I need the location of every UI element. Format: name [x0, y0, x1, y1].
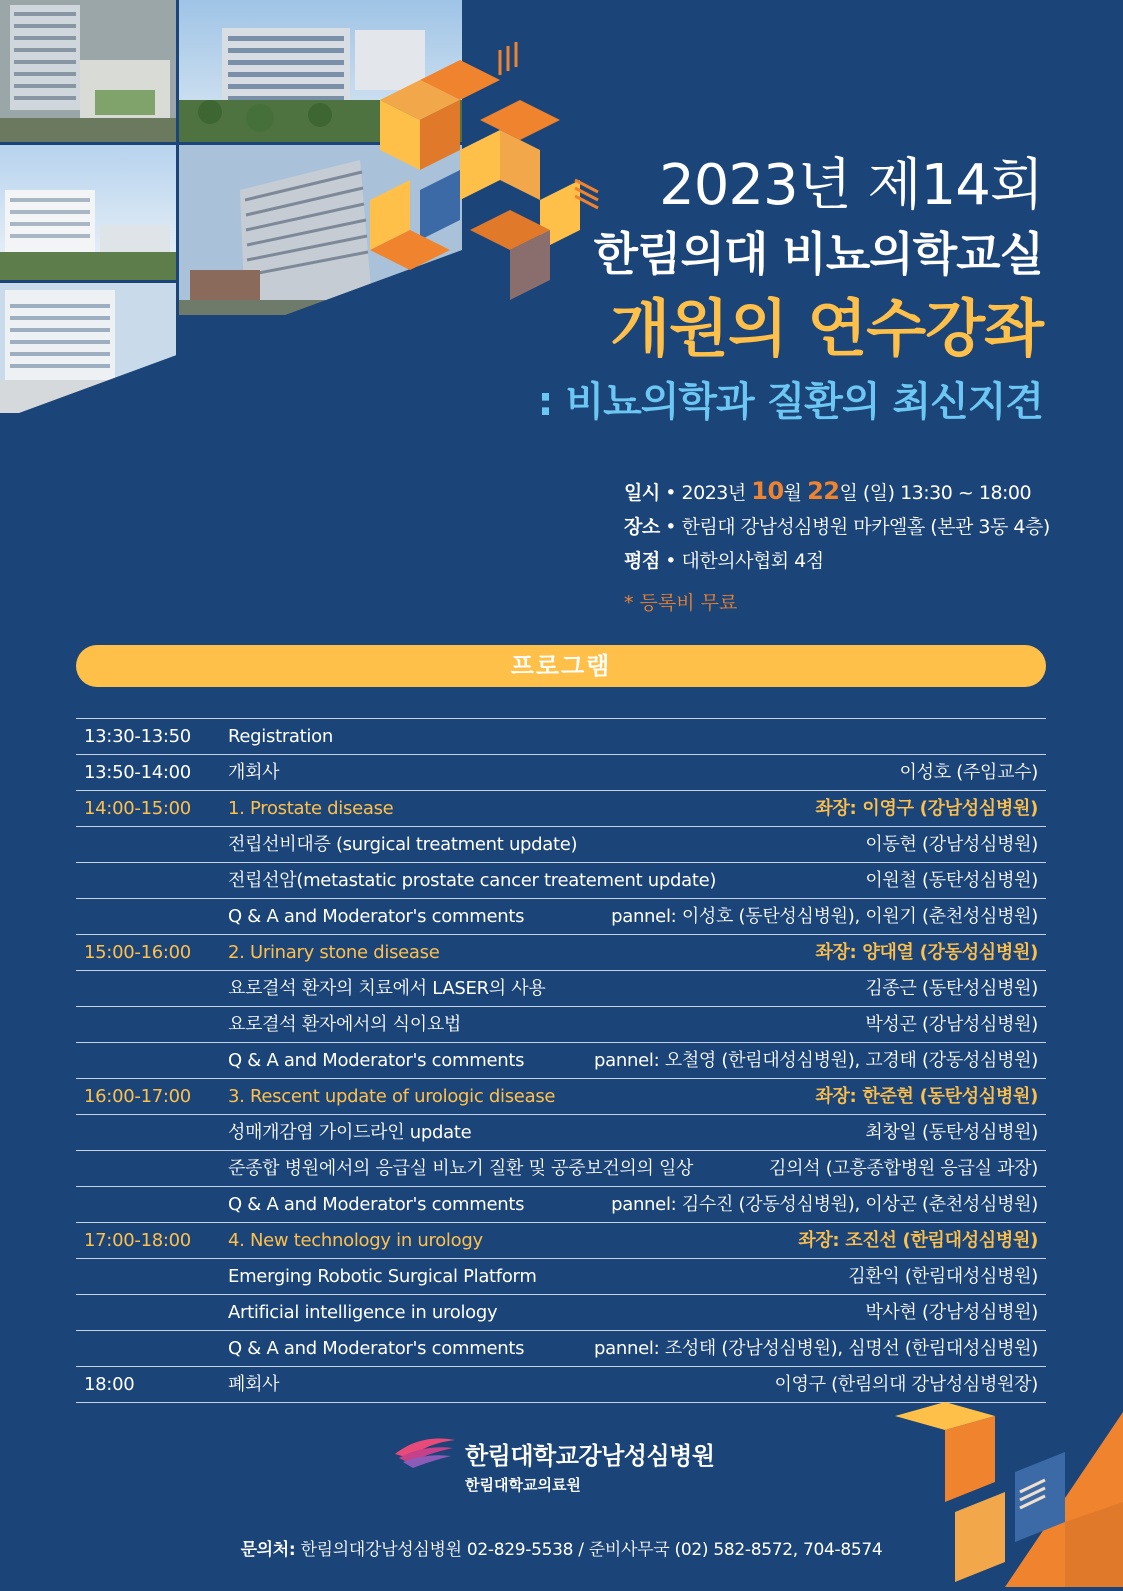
event-edition-title: 2023년 제14회 [659, 153, 1043, 218]
program-speaker: 박사현 (강남성심병원) [865, 1302, 1038, 1323]
credit-value: 대한의사협회 4점 [681, 550, 824, 572]
program-speaker: 박성곤 (강남성심병원) [865, 1014, 1038, 1035]
program-row [76, 1006, 1046, 1042]
date-suffix: 일 (일) 13:30 ~ 18:00 [839, 482, 1032, 504]
session-row [76, 1078, 1046, 1114]
program-time: 13:30-13:50 [84, 726, 191, 747]
program-topic: 전립선비대증 (surgical treatment update) [228, 834, 578, 855]
program-time: 16:00-17:00 [84, 1086, 191, 1107]
program-speaker: 이영구 (한림의대 강남성심병원장) [774, 1374, 1038, 1395]
program-topic: 요로결석 환자에서의 식이요법 [228, 1014, 461, 1035]
program-row [76, 754, 1046, 790]
program-row [76, 1042, 1046, 1078]
program-speaker: 좌장: 조진선 (한림대성심병원) [798, 1230, 1038, 1251]
program-topic: 준종합 병원에서의 응급실 비뇨기 질환 및 공중보건의의 일상 [228, 1158, 694, 1179]
program-row [76, 1294, 1046, 1330]
program-speaker: 이동현 (강남성심병원) [865, 834, 1038, 855]
date-label: 일시 [624, 482, 660, 504]
program-table [76, 718, 1046, 1403]
bullet: • [665, 550, 682, 572]
program-topic: 개회사 [228, 762, 280, 783]
program-time: 13:50-14:00 [84, 762, 191, 783]
program-topic: Q & A and Moderator's comments [228, 906, 525, 927]
program-speaker: 최창일 (동탄성심병원) [865, 1122, 1038, 1143]
program-time: 17:00-18:00 [84, 1230, 191, 1251]
place-line [624, 510, 1050, 544]
program-time: 18:00 [84, 1374, 135, 1395]
program-topic: Q & A and Moderator's comments [228, 1194, 525, 1215]
corner-geometric-decoration [895, 1392, 1123, 1591]
registration-fee-note: * 등록비 무료 [624, 592, 738, 614]
program-topic: Artificial intelligence in urology [228, 1302, 498, 1323]
program-row [76, 1150, 1046, 1186]
date-month: 10 [751, 477, 784, 505]
program-topic: 2. Urinary stone disease [228, 942, 440, 963]
course-subtitle: : 비뇨의학과 질환의 최신지견 [537, 379, 1043, 425]
program-topic: 전립선암(metastatic prostate cancer treatement update) [228, 870, 717, 891]
program-topic: 4. New technology in urology [228, 1230, 483, 1251]
program-row [76, 1186, 1046, 1222]
session-row [76, 934, 1046, 970]
program-speaker: 좌장: 한준현 (동탄성심병원) [815, 1086, 1038, 1107]
program-row [76, 862, 1046, 898]
program-speaker: 김환익 (한림대성심병원) [848, 1266, 1038, 1287]
contact-info [0, 1535, 1123, 1560]
program-time: 15:00-16:00 [84, 942, 191, 963]
program-speaker: 김종근 (동탄성심병원) [865, 978, 1038, 999]
program-row [76, 826, 1046, 862]
contact-value: 한림의대강남성심병원 02-829-5538 / 준비사무국 (02) 582-8572, 704-8574 [295, 1540, 883, 1560]
department-title: 한림의대 비뇨의학교실 [593, 227, 1043, 281]
program-topic: Emerging Robotic Surgical Platform [228, 1266, 537, 1287]
credit-label: 평점 [624, 550, 660, 572]
program-time: 14:00-15:00 [84, 798, 191, 819]
program-topic: Q & A and Moderator's comments [228, 1338, 525, 1359]
program-speaker: pannel: 오철영 (한림대성심병원), 고경태 (강동성심병원) [594, 1050, 1038, 1071]
program-topic: 1. Prostate disease [228, 798, 394, 819]
medical-center-name: 한림대학교의료원 [465, 1476, 581, 1494]
date-prefix: 2023년 [681, 482, 752, 504]
program-row [76, 718, 1046, 754]
event-info [624, 474, 1050, 578]
program-speaker: pannel: 이성호 (동탄성심병원), 이원기 (춘천성심병원) [611, 906, 1038, 927]
program-speaker: 좌장: 이영구 (강남성심병원) [815, 798, 1038, 819]
place-value: 한림대 강남성심병원 마카엘홀 (본관 3동 4층) [681, 516, 1050, 538]
program-row [76, 1114, 1046, 1150]
program-heading: 프로그램 [76, 645, 1046, 687]
contact-label: 문의처: [240, 1540, 296, 1560]
program-topic: Registration [228, 726, 333, 747]
program-topic: 성매개감염 가이드라인 update [228, 1122, 472, 1143]
credit-line [624, 544, 1050, 578]
bullet: • [665, 516, 682, 538]
bullet: • [665, 482, 682, 504]
program-speaker: pannel: 조성태 (강남성심병원), 심명선 (한림대성심병원) [594, 1338, 1038, 1359]
place-label: 장소 [624, 516, 660, 538]
month-unit: 월 [783, 482, 808, 504]
program-row [76, 1258, 1046, 1294]
date-day: 22 [807, 477, 840, 505]
program-topic: 요로결석 환자의 치료에서 LASER의 사용 [228, 978, 546, 999]
program-topic: Q & A and Moderator's comments [228, 1050, 525, 1071]
program-speaker: pannel: 김수진 (강동성심병원), 이상곤 (춘천성심병원) [611, 1194, 1038, 1215]
hospital-name: 한림대학교강남성심병원 [465, 1442, 715, 1470]
program-topic: 3. Rescent update of urologic disease [228, 1086, 556, 1107]
session-row [76, 1222, 1046, 1258]
course-title: 개원의 연수강좌 [610, 292, 1043, 365]
hospital-logo-mark [393, 1432, 459, 1474]
program-row [76, 898, 1046, 934]
program-row [76, 1330, 1046, 1366]
program-speaker: 이원철 (동탄성심병원) [865, 870, 1038, 891]
program-speaker: 김의석 (고흥종합병원 응급실 과장) [769, 1158, 1038, 1179]
program-topic: 폐회사 [228, 1374, 280, 1395]
title-block [538, 150, 1043, 432]
program-row [76, 970, 1046, 1006]
program-speaker: 이성호 (주임교수) [899, 762, 1038, 783]
session-row [76, 790, 1046, 826]
date-line [624, 474, 1050, 510]
program-speaker: 좌장: 양대열 (강동성심병원) [815, 942, 1038, 963]
